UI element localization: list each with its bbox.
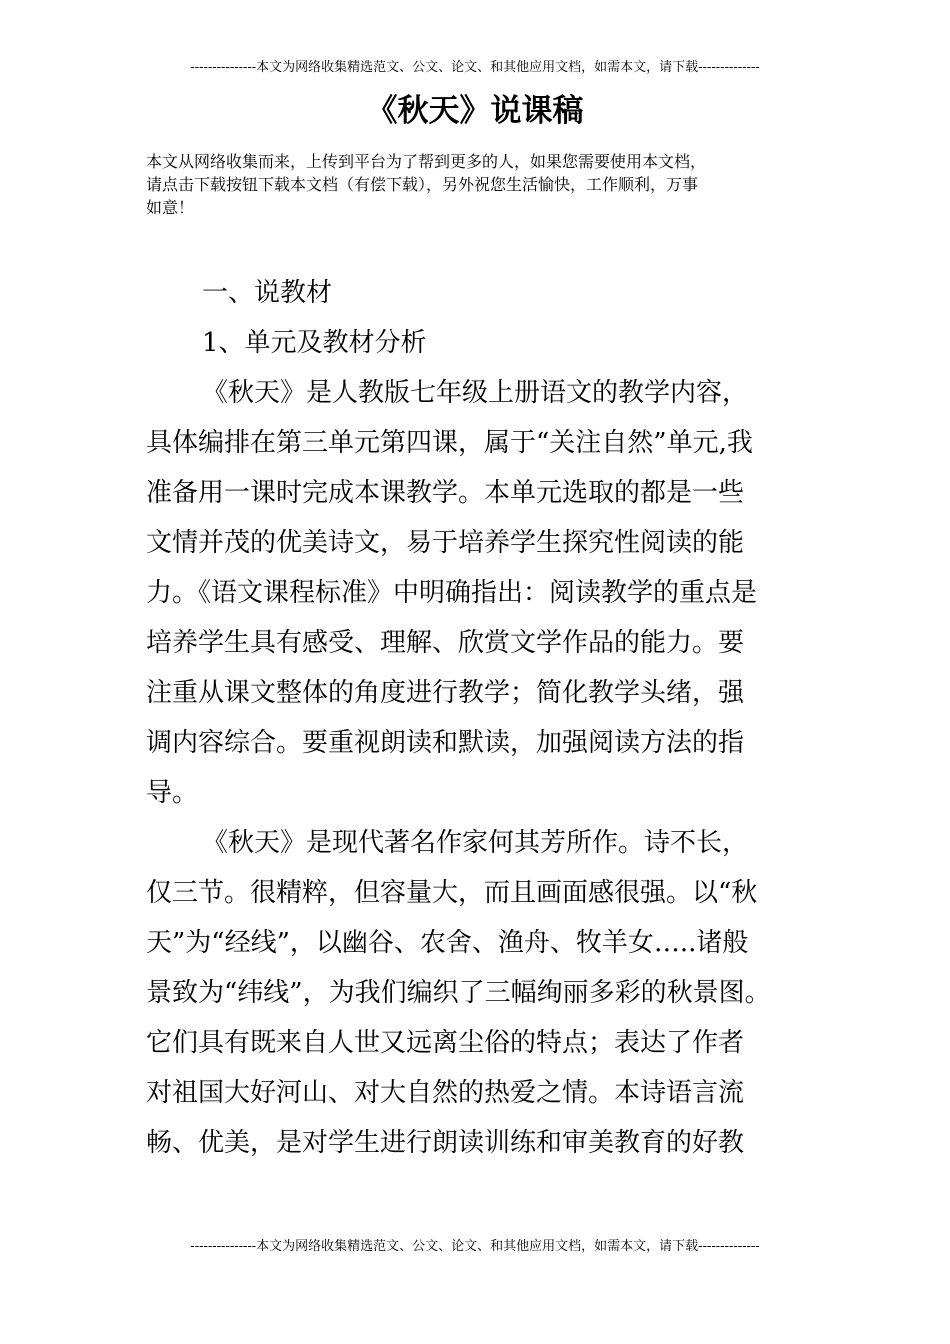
paragraph-line: 准备用一课时完成本课教学。本单元选取的都是一些: [146, 478, 745, 508]
paragraph-line: 导。: [146, 778, 199, 808]
intro-line: 本文从网络收集而来，上传到平台为了帮到更多的人，如果您需要使用本文档，: [146, 152, 707, 171]
paragraph-line: 调内容综合。要重视朗读和默读，加强阅读方法的指: [146, 728, 745, 758]
subsection-heading: 1、单元及教材分析: [202, 328, 427, 358]
paragraph-line: 它们具有既来自人世又远离尘俗的特点；表达了作者: [146, 1028, 745, 1058]
paragraph-line: 天”为“经线”，以幽谷、农舍、渔舟、牧羊女…..诸般: [146, 928, 749, 958]
document-body: [146, 268, 808, 1168]
header-note: ---------------本文为网络收集精选范文、公文、论文、和其他应用文档，如需本文，请下载--------------: [190, 60, 760, 75]
paragraph-line: 对祖国大好河山、对大自然的热爱之情。本诗语言流: [146, 1078, 745, 1108]
paragraph-line: 仅三节。很精粹，但容量大，而且画面感很强。以“秋: [146, 878, 758, 908]
intro-line: 如意！: [146, 198, 195, 217]
paragraph-line: 畅、优美，是对学生进行朗读训练和审美教育的好教: [146, 1128, 745, 1158]
document-title: 《秋天》说课稿: [366, 93, 584, 129]
intro-line: 请点击下载按钮下载本文档（有偿下载），另外祝您生活愉快，工作顺利，万事: [146, 175, 699, 194]
paragraph-line: 《秋天》是人教版七年级上册语文的教学内容，: [202, 378, 749, 408]
paragraph-line: 力。《语文课程标准》中明确指出：阅读教学的重点是: [146, 578, 758, 608]
paragraph-line: 《秋天》是现代著名作家何其芳所作。诗不长，: [202, 828, 749, 858]
intro-paragraph: [146, 150, 808, 219]
footer-note: ---------------本文为网络收集精选范文、公文、论文、和其他应用文档，如需本文，请下载--------------: [190, 1239, 760, 1254]
paragraph-line: 具体编排在第三单元第四课，属于“关注自然”单元,我: [146, 428, 753, 458]
section-heading: 一、说教材: [202, 278, 333, 308]
paragraph-line: 文情并茂的优美诗文，易于培养学生探究性阅读的能: [146, 528, 745, 558]
paragraph-line: 注重从课文整体的角度进行教学；简化教学头绪，强: [146, 678, 745, 708]
paragraph-line: 培养学生具有感受、理解、欣赏文学作品的能力。要: [146, 628, 745, 658]
paragraph-line: 景致为“纬线”，为我们编织了三幅绚丽多彩的秋景图。: [146, 978, 771, 1008]
